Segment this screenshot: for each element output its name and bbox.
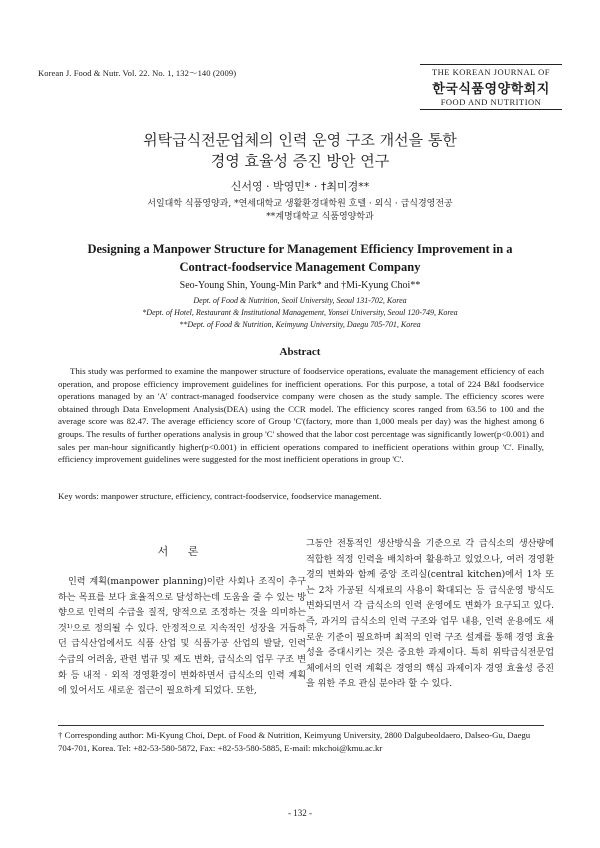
intro-right-column xyxy=(306,537,554,693)
footnote-divider xyxy=(58,725,544,726)
title-english-line2: Contract-foodservice Management Company xyxy=(179,260,421,274)
authors-korean: 신서영 · 박영민* · †최미경** xyxy=(230,180,370,193)
journal-name-en-top: THE KOREAN JOURNAL OF xyxy=(420,64,562,77)
keywords: Key words: manpower structure, efficiency, contract-foodservice, foodservice management. xyxy=(58,491,382,501)
journal-logo-box xyxy=(420,64,562,110)
journal-citation: Korean J. Food & Nutr. Vol. 22. No. 1, 132～140 (2009) xyxy=(38,68,237,78)
page-number: - 132 - xyxy=(288,808,312,818)
corresponding-author-footnote: † Corresponding author: Mi-Kyung Choi, Dept. of Food & Nutrition, Keimyung University, 2800 Dalgubeoldaero, Dalseo-Gu, Daegu 704-701, Korea. Tel: +82-53-580-5872, Fax: +82-53-580-5885, E-mail: mkchoi@kmu.ac.kr xyxy=(58,730,531,753)
affiliations-korean-line1: 서일대학 식품영양과, *연세대학교 생활환경대학원 호텔 · 외식 · 급식경영전공 xyxy=(147,199,453,209)
title-korean xyxy=(0,130,600,172)
authors-english: Seo-Young Shin, Young-Min Park* and †Mi-Kyung Choi** xyxy=(179,280,421,291)
affiliations-korean-line2: **계명대학교 식품영양학과 xyxy=(266,212,374,222)
journal-name-en-bottom: FOOD AND NUTRITION xyxy=(420,97,562,110)
abstract-heading: Abstract xyxy=(279,346,321,358)
abstract-text: This study was performed to examine the manpower structure of foodservice operations, evaluate the management efficiency of each operation, and propose efficiency improvement guidelines for inefficient operations. For this purpose, a total of 224 B&I foodservice operations managed by an 'A' contract-managed foodservice company were chosen as the study sample. The efficiency scores were obtained through Data Envelopment Analysis(DEA) using the CCR model. The efficiency scores ranged from 63.56 to 100 and the average score was 82.47. The average efficiency score of Group 'C'(factory, more than 1,000 meals per day) was the highest among 6 groups. The results of further operations analysis in group 'C' showed that the labor cost percentage was significantly lower(p<0.001) and sales per man-hour significantly higher(p<0.001) in efficient operations compared to inefficient operations within group 'C'. Finally, efficiency improvement guidelines were suggested for the most inefficient operations in group 'C'. xyxy=(58,366,544,465)
title-korean-line2: 경영 효율성 증진 방안 연구 xyxy=(210,152,390,170)
intro-left-paragraph: 인력 계획(manpower planning)이란 사회나 조직이 추구하는 목표를 보다 효율적으로 달성하는데 도움을 줄 수 있는 방향으로 인력의 수급을 질적, 양적으로 조정하는 것을 의미하는 것¹⁾으로 정의될 수 있다. 안정적으로 지속적인 성장을 거듭하던 급식산업에서도 식품 산업 및 식품가공 산업의 발달, 인력 수급의 어려움, 관련 법규 및 제도 변화, 급식소의 업무 구조 변화 등 내적 · 외적 경영환경이 변화하면서 급식소의 인력 계획에 있어서도 새로운 접근이 필요하게 되었다. 또한, xyxy=(58,577,306,697)
journal-name-ko: 한국식품영양학회지 xyxy=(432,82,550,97)
affiliation-english-2: *Dept. of Hotel, Restaurant & Institutional Management, Yonsei University, Seoul 120-749, Korea xyxy=(142,308,458,317)
section-heading-introduction: 서 론 xyxy=(157,545,207,558)
title-english xyxy=(0,240,600,276)
intro-right-paragraph: 그동안 전통적인 생산방식을 기준으로 각 급식소의 생산량에 적합한 적정 인력을 배치하여 활용하고 있었으나, 여러 경영환경의 변화와 함께 중앙 조리실(central kitchen)에서 1차 또는 2차 가공된 식재료의 사용이 확대되는 등 급식운영 방식도 변화되면서 각 급식소의 인력 운영에도 변화가 요구되고 있다. 즉, 과거의 급식소의 인력 구조와 업무 내용, 인력 운용에도 새로운 기준이 필요하며 최적의 인력 구조 설계를 통해 경영 효율성을 증대시키는 것은 중요한 과제이다. 특히 위탁급식전문업체에서의 인력 계획은 경영의 핵심 과제이자 경영 효율성 증진을 위한 주요 관심 분야라 할 수 있다. xyxy=(306,539,554,690)
affiliation-english-3: **Dept. of Food & Nutrition, Keimyung University, Daegu 705-701, Korea xyxy=(179,320,421,329)
affiliation-english-1: Dept. of Food & Nutrition, Seoil University, Seoul 131-702, Korea xyxy=(193,296,407,305)
title-english-line1: Designing a Manpower Structure for Management Efficiency Improvement in a xyxy=(87,242,513,256)
title-korean-line1: 위탁급식전문업체의 인력 운영 구조 개선을 통한 xyxy=(143,131,457,149)
